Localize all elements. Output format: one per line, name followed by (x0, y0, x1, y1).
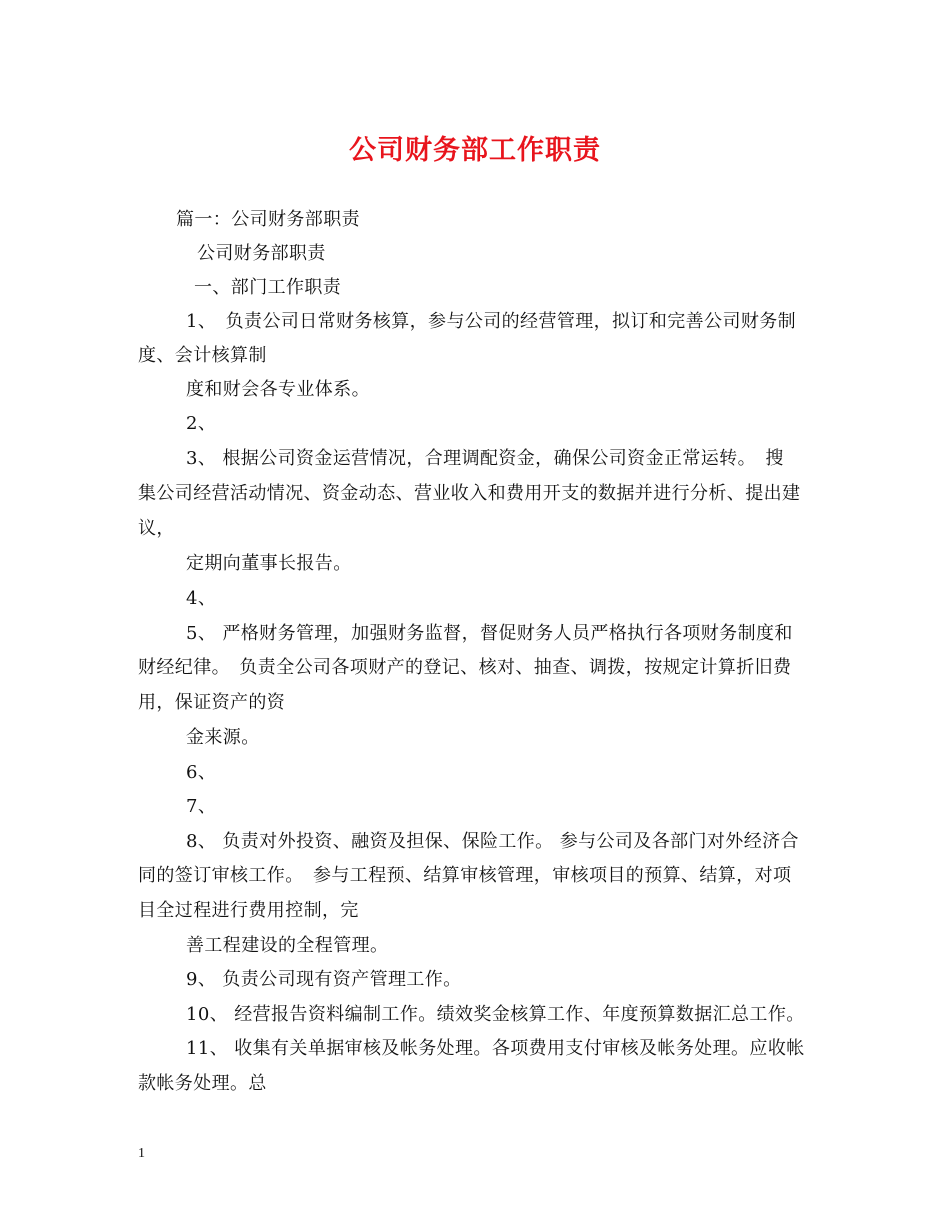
text-line: 金来源。 (186, 727, 260, 748)
text-line: 定期向董事长报告。 (186, 553, 352, 574)
text-line: 篇一：公司财务部职责 (176, 209, 360, 230)
text-line: 1、 负责公司日常财务核算，参与公司的经营管理，拟订和完善公司财务制 (186, 311, 797, 332)
text-line: 目全过程进行费用控制，完 (138, 900, 359, 921)
text-line: 4、 (186, 588, 217, 609)
text-line: 6、 (186, 762, 217, 783)
text-line: 10、 经营报告资料编制工作。绩效奖金核算工作、年度预算数据汇总工作。 (186, 1004, 805, 1025)
text-line: 7、 (186, 796, 217, 817)
text-line: 8、 负责对外投资、融资及担保、保险工作。 参与公司及各部门对外经济合 (186, 831, 799, 852)
document-title: 公司财务部工作职责 (349, 135, 601, 166)
text-line: 5、 严格财务管理，加强财务监督，督促财务人员严格执行各项财务制度和 (186, 623, 793, 644)
text-line: 财经纪律。 负责全公司各项财产的登记、核对、抽查、调拨，按规定计算折旧费 (138, 657, 792, 678)
text-line: 9、 负责公司现有资产管理工作。 (186, 969, 462, 990)
text-line: 2、 (186, 413, 217, 434)
text-line: 公司财务部职责 (197, 243, 326, 264)
text-line: 11、 收集有关单据审核及帐务处理。各项费用支付审核及帐务处理。应收帐 (186, 1038, 805, 1059)
text-line: 议， (138, 518, 175, 539)
text-line: 善工程建设的全程管理。 (186, 935, 389, 956)
text-line: 集公司经营活动情况、资金动态、营业收入和费用开支的数据并进行分析、提出建 (138, 483, 801, 504)
text-line: 用，保证资产的资 (138, 692, 286, 713)
page-number: 1 (138, 1146, 145, 1161)
text-line: 款帐务处理。总 (138, 1073, 267, 1094)
text-line: 同的签订审核工作。 参与工程预、结算审核管理，审核项目的预算、结算，对项 (138, 865, 792, 886)
text-line: 一、部门工作职责 (194, 277, 342, 298)
text-line: 3、 根据公司资金运营情况，合理调配资金，确保公司资金正常运转。 搜 (186, 448, 784, 469)
text-line: 度和财会各专业体系。 (186, 379, 370, 400)
text-line: 度、会计核算制 (138, 345, 267, 366)
